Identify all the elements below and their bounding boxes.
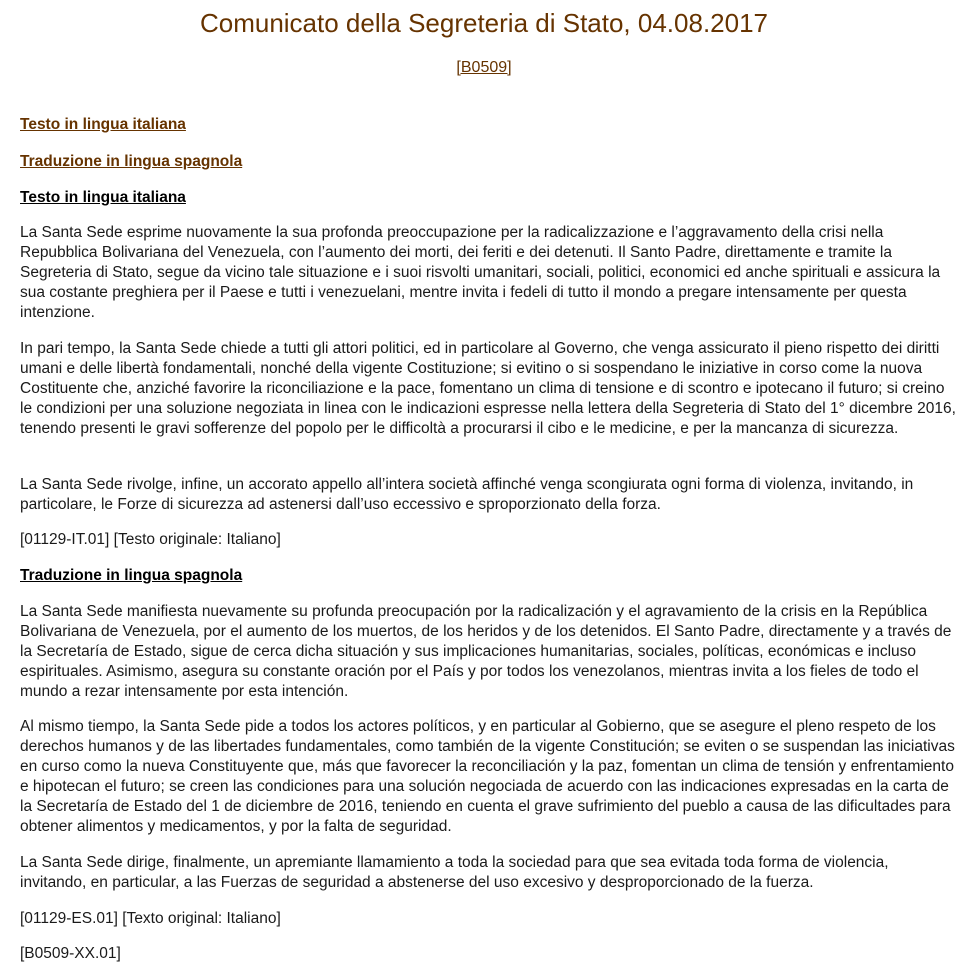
footer-code: [B0509-XX.01]: [20, 945, 121, 962]
italian-reference: [01129-IT.01] [Testo originale: Italiano]: [20, 531, 281, 548]
italian-paragraph-3: La Santa Sede rivolge, infine, un accorato appello all’intera società affinché venga scongiurata ogni forma di violenza, invitando, in particolare, le Forze di sicurezza ad astenersi dall’uso eccessivo e sproporzionato della forza.: [20, 476, 914, 513]
spanish-translation-link[interactable]: Traduzione in lingua spagnola: [20, 153, 243, 170]
italian-section-heading: Testo in lingua italiana: [20, 189, 186, 206]
page-title: Comunicato della Segreteria di Stato, 04.08.2017: [199, 8, 769, 38]
spanish-paragraph-2: Al mismo tiempo, la Santa Sede pide a todos los actores políticos, y en particular al Gobierno, que se asegure el pleno respeto de los derechos humanos y de las libertades fundamentales, como también de la vigente Constitución; se eviten o se suspendan las iniciativas en curso como la nueva Constituyente que, más que favorecer la reconciliación y la paz, fomentan un clima de tensión y enfrentamiento e hipotecan el futuro; se creen las condiciones para una solución negociada de acuerdo con las indicaciones expresadas en la carta de la Secretaría de Estado del 1 de diciembre de 2016, teniendo en cuenta el grave sufrimiento del pueblo a causa de las dificultades para obtener alimentos y medicamentos, y por la falta de seguridad.: [20, 718, 955, 835]
italian-paragraph-1: La Santa Sede esprime nuovamente la sua profonda preoccupazione per la radicalizzazione e l’aggravamento della crisi nella Repubblica Bolivariana del Venezuela, con l’aumento dei morti, dei feriti e dei detenuti. Il Santo Padre, direttamente e tramite la Segreteria di Stato, segue da vicino tale situazione e i suoi risvolti umanitari, sociali, politici, economici ed anche spirituali e assicura la sua costante preghiera per il Paese e tutti i venezuelani, mentre invita i fedeli di tutto il mondo a pregare intensamente per questa intenzione.: [20, 224, 941, 321]
bulletin-code-link[interactable]: [B0509]: [456, 59, 512, 76]
italian-paragraph-2: In pari tempo, la Santa Sede chiede a tutti gli attori politici, ed in particolare al Governo, che venga assicurato il pieno rispetto dei diritti umani e delle libertà fondamentali, nonché della vigente Costituzione; si evitino o si sospendano le iniziative in corso come la nuova Costituente che, anziché favorire la riconciliazione e la pace, fomentano un clima di tensione e di scontro e ipotecano il futuro; si creino le condizioni per una soluzione negoziata in linea con le indicazioni espresse nella lettera della Segreteria di Stato del 1° dicembre 2016, tenendo presenti le gravi sofferenze del popolo per le difficoltà a procurarsi il cibo e le medicine, e per la mancanza di sicurezza.: [20, 340, 956, 437]
spanish-reference: [01129-ES.01] [Texto original: Italiano]: [20, 910, 281, 927]
spanish-paragraph-3: La Santa Sede dirige, finalmente, un apremiante llamamiento a toda la sociedad para que sea evitada toda forma de violencia, invitando, en particular, a las Fuerzas de seguridad a abstenerse del uso excesivo y desproporcionado de la fuerza.: [20, 854, 889, 891]
spanish-paragraph-1: La Santa Sede manifiesta nuevamente su profunda preocupación por la radicalización y el agravamiento de la crisis en la República Bolivariana de Venezuela, por el aumento de los muertos, de los heridos y de los detenidos. El Santo Padre, directamente y a través de la Secretaría de Estado, sigue de cerca dicha situación y sus implicaciones humanitarias, sociales, políticas, económicas e incluso espirituales. Asimismo, asegura su constante oración por el País y por todos los venezolanos, mientras invita a los fieles de todo el mundo a rezar intensamente por esta intención.: [20, 603, 952, 700]
italian-text-link[interactable]: Testo in lingua italiana: [20, 116, 186, 133]
bulletin-code: [0, 58, 968, 78]
spanish-section-heading: Traduzione in lingua spagnola: [20, 567, 243, 584]
